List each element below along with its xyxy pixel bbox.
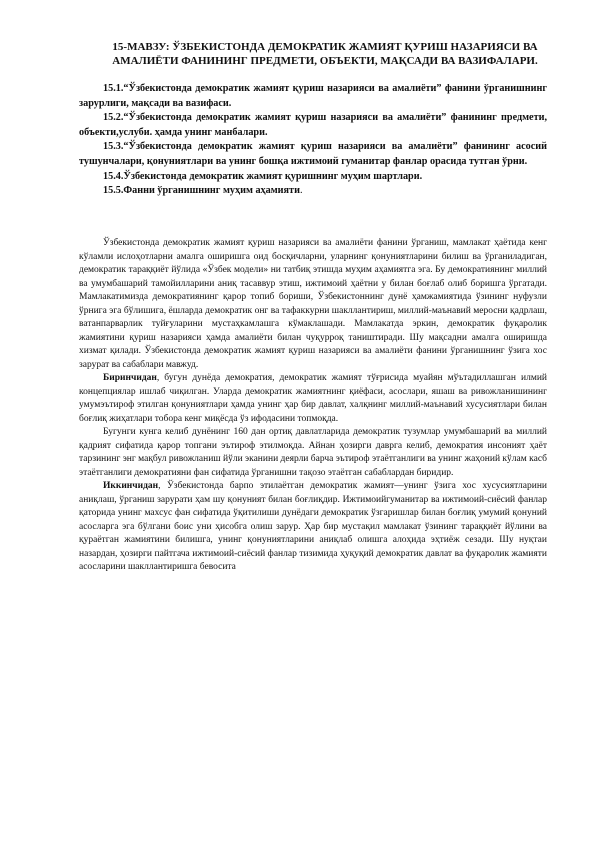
paragraph: Ўзбекистонда демократик жамият қуриш назарияси ва амалиёти фанини ўрганиш, мамлакат ҳаётида кенг кўламли ислоҳотларни амалга оширишга оид босқичларни, уларнинг қонуниятларини билиш ва ўрганиладиган, демократик тараққиёт йўлида «Ўзбек модели» ни татбиқ этишда муҳим аҳамиятга эга. Бу демократиянинг миллий ва умумбашарий тамойилларини аниқ тасаввур этиш, ижтимоий ҳаётни у билан боғлаб олиб боришга ўргатади. Мамлакатимизда демократиянинг қарор топиб бориши, Ўзбекистоннинг дунё ҳамжамиятида ўзининг нуфузли ўрнига эга бўлишига, ёшларда демократик онг ва тафаккурни шакллантириш, миллий-маънавий меросни қадрлаш, ватанпарварлик туйғуларини мустаҳкамлашга кўмаклашади. Мамлакатда эркин, демократик фуқаролик жамиятини қуриш назарияси ҳамда амалиёти билан чуқурроқ таништиради. Шу мақсадни амалга оширишда хизмат қилади. Ўзбекистонда демократик жамият қуриш назарияси ва амалиёти фанини ўрганишнинг ўзига хос зарурат ва сабаблари мавжуд. (79, 238, 547, 370)
topics-list (79, 82, 547, 199)
topic-item: 15.5.Фанни ўрганишнинг муҳим аҳамияти. (103, 185, 303, 197)
topic-item: 15.2.“Ўзбекистонда демократик жамият қуриш назарияси ва амалиёти” фанининг предмети, объекти,услуби. ҳамда унинг манбалари. (79, 112, 547, 138)
paragraph-lead: Биринчидан (103, 373, 157, 383)
paragraph: Бугунги кунга келиб дунёнинг 160 дан ортиқ давлатларида демократик тузумлар умумбашарий ва миллий қадрият сифатида қарор топгани эътироф этилмоқда. Айнан ҳозирги даврга келиб, демократия инсоният ҳаёт тарзининг энг мақбул ривожланиш йўли эканини деярли барча эътироф этаётганлиги ва унинг жаҳоний кўлам касб этаётганлиги демократияни фан сифатида ўрганишни тақозо этаётган сабаблардан биридир. (79, 427, 547, 478)
paragraph: Иккинчидан, Ўзбекистонда барпо этилаётган демократик жамият—унинг ўзига хос хусусиятларини аниқлаш, ўрганиш зарурати ҳам шу қонуният билан боғлиқдир. Ижтимоийгуманитар ва ижтимоий-сиёсий фанлар қаторида унинг махсус фан сифатида ўқитилиши дунёдаги демократик ўзгаришлар билан боғлиқ умумий қонуний асосларга эга бўлгани боис уни ҳисобга олиш зарур. Ҳар бир мустақил мамлакат ўзининг тараққиёт йўлини ва қураётган жамиятини билишга, унинг қонуниятларини аниқлаб олишга алоҳида эҳтиёж сезади. Шу нуқтаи назардан, ҳозирги пайтгача ижтимоий-сиёсий фанлар тизимида ҳуқуқий демократик давлат ва фуқаролик жамияти асосларини шакллантиришга бевосита (79, 481, 547, 572)
topic-item: 15.4.Ўзбекистонда демократик жамият қуришнинг муҳим шартлари. (103, 170, 423, 182)
paragraph: Биринчидан, бугун дунёда демократия, демократик жамият тўғрисида муайян мўътадиллашган илмий концепциялар ишлаб чиқилган. Уларда демократик жамиятнинг қиёфаси, асослари, яшаш ва ривожланишининг умумэътироф этилган қонуниятлари ҳамда унинг ҳар бир давлат, халқнинг миллий-маънавий хусусиятлари билан боғлиқ жиҳатлари тобора кенг миқёсда ўз ифодасини топмоқда. (79, 373, 547, 424)
topic-item: 15.3.“Ўзбекистонда демократик жамият қуриш назарияси ва амалиёти” фанининг асосий тушунчалари, қонуниятлари ва унинг бошқа ижтимоий гуманитар фанлар орасида тутган ўрни. (79, 141, 547, 167)
topic-item: 15.1.“Ўзбекистонда демократик жамият қуриш назарияси ва амалиёти” фанини ўрганишнинг зарурлиги, мақсади ва вазифаси. (79, 83, 547, 109)
paragraph-lead: Иккинчидан (103, 481, 159, 491)
body-text (79, 237, 547, 575)
page-title: 15-МАВЗУ: ЎЗБЕКИСТОНДА ДЕМОКРАТИК ЖАМИЯТ ҚУРИШ НАЗАРИЯСИ ВА АМАЛИЁТИ ФАНИНИНГ ПРЕДМЕТИ, ОБЪЕКТИ, МАҚСАДИ ВА ВАЗИФАЛАРИ. (112, 41, 538, 67)
